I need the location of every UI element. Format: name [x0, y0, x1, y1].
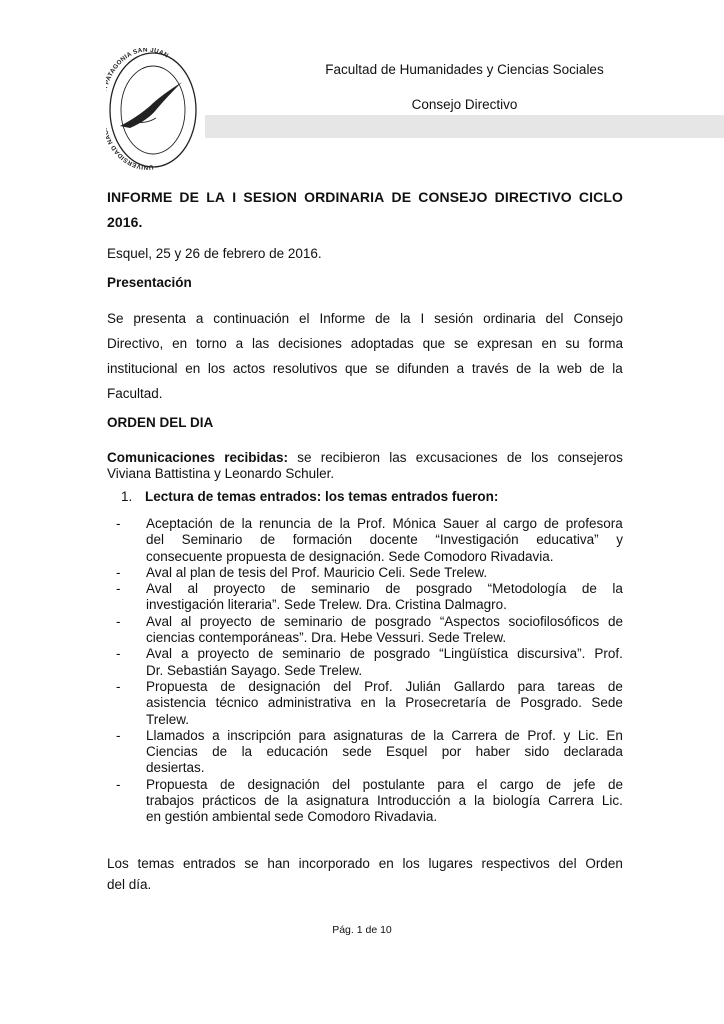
list-item: [116, 728, 623, 777]
entry-line: Ciencias de la educación sede Esquel por haber sido declarada: [146, 744, 623, 760]
entry-line: Dr. Sebastián Sayago. Sede Trelew.: [146, 662, 363, 678]
paragraph-line: Facultad.: [107, 386, 163, 401]
presentation-heading: Presentación: [107, 275, 192, 290]
paragraph-line: institucional en los actos resolutivos que se difunden a través de la web de la: [107, 361, 623, 376]
albatross-icon: [120, 82, 182, 128]
entry-line: asistencia técnico administrativa en la Prosecretaría de Posgrado. Sede: [146, 695, 623, 711]
closing-paragraph: [107, 853, 623, 895]
bullet-dash: -: [116, 613, 121, 629]
place-date: Esquel, 25 y 26 de febrero de 2016.: [107, 246, 322, 261]
entry-line: trabajos prácticos de la asignatura Introducción a la biología Carrera Lic.: [146, 793, 623, 809]
entry-line: Llamados a inscripción para asignaturas de la Carrera de Prof. y Lic. En: [146, 727, 623, 743]
closing-line: del día.: [107, 877, 152, 892]
entry-line: Aval al plan de tesis del Prof. Mauricio Celi. Sede Trelew.: [146, 564, 488, 580]
bullet-dash: -: [116, 581, 121, 597]
list-item: [116, 516, 623, 565]
entry-line: en gestión ambiental sede Comodoro Rivadavia.: [146, 809, 438, 825]
presentation-paragraph: [107, 306, 623, 406]
university-logo: [106, 48, 200, 174]
item-title: Lectura de temas entrados: los temas entrados fueron:: [145, 489, 499, 504]
communications-line: Comunicaciones recibidas: se recibieron las excusaciones de los consejeros: [107, 450, 623, 465]
entries-list: [116, 516, 623, 826]
communications-line: Viviana Battistina y Leonardo Schuler.: [107, 466, 335, 481]
entry-line: Propuesta de designación del Prof. Julián Gallardo para tareas de: [146, 678, 623, 694]
communications-paragraph: [107, 450, 623, 482]
document-title: [107, 185, 623, 235]
bullet-dash: -: [116, 727, 121, 743]
list-item: [116, 646, 623, 679]
logo-seal-text: UNIVERSIDAD N TAGONIA SAN JUAN: [106, 48, 170, 171]
entry-line: Trelew.: [146, 711, 190, 727]
entry-line: del Seminario de formación docente “Investigación educativa” y: [146, 532, 623, 548]
bullet-dash: -: [116, 646, 121, 662]
entry-line: Aceptación de la renuncia de la Prof. Mónica Sauer al cargo de profesora: [146, 516, 623, 531]
paragraph-line: Directivo, en torno a las decisiones adoptadas que se expresan en su forma: [107, 336, 623, 351]
list-item: [116, 679, 623, 728]
title-line-1: INFORME DE LA I SESION ORDINARIA DE CONSEJO DIRECTIVO CICLO: [107, 189, 623, 205]
entry-line: desiertas.: [146, 760, 205, 776]
faculty-name: Facultad de Humanidades y Ciencias Sociales: [325, 62, 604, 77]
entry-line: Aval a proyecto de seminario de posgrado “Lingüística discursiva”. Prof.: [146, 646, 623, 662]
entry-line: investigación literaria”. Sede Trelew. Dra. Cristina Dalmagro.: [146, 597, 507, 613]
council-name: Consejo Directivo: [411, 97, 518, 112]
entry-line: consecuente propuesta de designación. Sede Comodoro Rivadavia.: [146, 548, 554, 564]
list-item: [116, 581, 623, 614]
communications-label: recibidas:: [224, 450, 289, 465]
entry-line: Aval al proyecto de seminario de posgrado “Metodología de la: [146, 581, 623, 597]
communications-label: Comunicaciones: [107, 450, 216, 465]
page-number: Pág. 1 de 10: [332, 924, 392, 936]
svg-text:UNIVERSIDAD NACIONAL DE LA PAT: [106, 48, 170, 171]
bullet-dash: -: [116, 678, 121, 694]
bullet-dash: -: [116, 564, 121, 580]
list-item: [116, 565, 623, 581]
agenda-heading: ORDEN DEL DIA: [107, 415, 214, 430]
list-item: [116, 614, 623, 647]
entry-line: Aval al proyecto de seminario de posgrado “Aspectos sociofilosóficos de: [146, 613, 623, 629]
entry-line: ciencias contemporáneas”. Dra. Hebe Vessuri. Sede Trelew.: [146, 630, 507, 646]
list-item: [116, 777, 623, 826]
title-line-2: 2016.: [107, 214, 143, 230]
entry-line: Propuesta de designación del postulante para el cargo de jefe de: [146, 776, 623, 792]
closing-line: Los temas entrados se han incorporado en los lugares respectivos del Orden: [107, 856, 623, 871]
header-band: [205, 115, 724, 138]
item-number: 1.: [121, 489, 133, 504]
bullet-dash: -: [116, 776, 121, 792]
agenda-item-1: [121, 489, 498, 504]
bullet-dash: -: [116, 516, 121, 531]
paragraph-line: Se presenta a continuación el Informe de la I sesión ordinaria del Consejo: [107, 311, 623, 326]
